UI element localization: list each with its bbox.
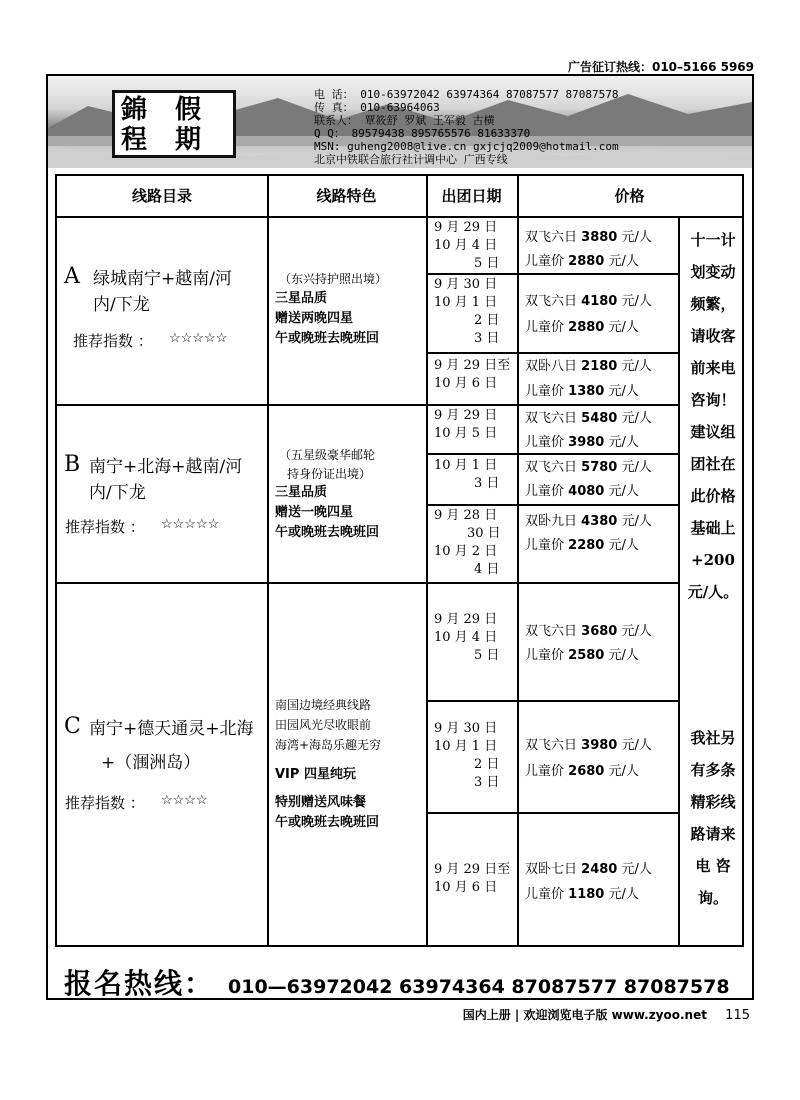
feature-a-3: 赠送两晚四星 — [275, 311, 354, 326]
price-child-b2: 儿童价 4080 元/人 — [525, 484, 639, 499]
header-route-features: 线路特色 — [316, 187, 377, 205]
header-price: 价格 — [614, 187, 645, 205]
date-b3-4: 4 日 — [474, 562, 500, 577]
note1-line-7: 建议组 — [690, 423, 736, 441]
route-name-b-line2: 内/下龙 — [89, 483, 146, 503]
price-child-b3: 儿童价 2280 元/人 — [525, 538, 639, 553]
date-b3-3: 10 月 2 日 — [434, 544, 498, 559]
price-child-c3: 儿童价 1180 元/人 — [525, 887, 639, 902]
date-b1-2: 10 月 5 日 — [434, 426, 498, 441]
logo-char-2: 假 — [175, 95, 202, 125]
feature-b-5: 午或晚班去晚班回 — [275, 525, 380, 540]
price-child-c1: 儿童价 2580 元/人 — [525, 648, 639, 663]
contact-agency: 北京中铁联合旅行社计调中心 广西专线 — [314, 153, 508, 166]
note1-line-3: 频繁， — [690, 295, 736, 313]
ad-hotline: 广告征订热线：010–5166 5969 — [567, 60, 754, 74]
price-adult-b2: 双飞六日 5780 元/人 — [525, 460, 652, 475]
date-b3-1: 9 月 28 日 — [434, 508, 498, 523]
price-adult-c1: 双飞六日 3680 元/人 — [525, 624, 652, 639]
date-a1-3: 5 日 — [474, 256, 500, 271]
note2-line-3: 精彩线 — [690, 793, 736, 811]
date-b2-1: 10 月 1 日 — [434, 458, 498, 473]
date-a2-2: 10 月 1 日 — [434, 295, 498, 310]
contact-people: 联系人： 覃筱舒 罗斌 王军毅 古横 — [314, 114, 495, 127]
note2-line-1: 我社另 — [690, 729, 736, 747]
contact-qq: Q Q： 89579438 895765576 81633370 — [314, 127, 531, 140]
feature-c-2: 田园风光尽收眼前 — [275, 718, 372, 732]
price-adult-a2: 双飞六日 4180 元/人 — [525, 294, 652, 309]
date-a1-1: 9 月 29 日 — [434, 220, 498, 235]
note1-line-11: +200 — [691, 551, 735, 569]
date-a2-4: 3 日 — [474, 331, 500, 346]
recommend-label-b: 推荐指数 ： — [65, 518, 145, 536]
signup-label: 报名热线： — [64, 967, 215, 1000]
route-name-a-line1: 绿城南宁+越南/河 — [93, 269, 232, 289]
signup-hotline — [64, 962, 730, 1002]
rating-stars-c: ☆☆☆☆ — [161, 793, 208, 808]
page-footer — [463, 1006, 750, 1023]
feature-c-3: 海湾+海岛乐趣无穷 — [275, 738, 382, 752]
logo-char-4: 期 — [175, 125, 202, 155]
logo-char-1: 錦 — [121, 95, 148, 125]
brand-logo — [112, 90, 236, 158]
date-a3-2: 10 月 6 日 — [434, 376, 498, 391]
feature-b-2: 持身份证出境） — [287, 467, 372, 481]
contact-msn: MSN: guheng2008@live.cn gxjcjq2009@hotmail.com — [314, 140, 619, 153]
footer-text: 国内上册 | 欢迎浏览电子版 www.zyoo.net — [462, 1008, 707, 1022]
feature-c-4: VIP 四星纯玩 — [275, 767, 356, 782]
note2-line-5: 电 咨 — [695, 857, 731, 875]
date-b1-1: 9 月 29 日 — [434, 408, 498, 423]
feature-b-4: 赠送一晚四星 — [275, 505, 354, 520]
price-child-a1: 儿童价 2880 元/人 — [525, 254, 639, 269]
date-c2-3: 2 日 — [474, 757, 500, 772]
note2-line-4: 路请来 — [690, 825, 736, 843]
price-adult-b1: 双飞六日 5480 元/人 — [525, 411, 652, 426]
recommend-label-a: 推荐指数 ： — [73, 332, 153, 350]
feature-b-1: （五星级豪华邮轮 — [279, 448, 376, 462]
date-c1-2: 10 月 4 日 — [434, 630, 498, 645]
date-b3-2: 30 日 — [467, 526, 501, 541]
date-c1-1: 9 月 29 日 — [434, 612, 498, 627]
date-c2-1: 9 月 30 日 — [434, 721, 498, 736]
note1-line-6: 咨询！ — [690, 391, 736, 409]
note1-line-5: 前来电 — [690, 359, 736, 377]
note1-line-2: 划变动 — [690, 263, 736, 281]
note1-line-4: 请收客 — [690, 327, 736, 345]
feature-a-2: 三星品质 — [275, 291, 328, 306]
price-adult-c3: 双卧七日 2480 元/人 — [525, 862, 652, 877]
header-route-list: 线路目录 — [131, 187, 192, 205]
price-adult-c2: 双飞六日 3980 元/人 — [525, 738, 652, 753]
note1-line-8: 团社在 — [690, 455, 736, 473]
signup-phones: 010—63972042 63974364 87087577 87087578 — [228, 976, 730, 998]
price-adult-a3: 双卧八日 2180 元/人 — [525, 359, 652, 374]
date-a3-1: 9 月 29 日至 — [434, 358, 511, 373]
price-adult-b3: 双卧九日 4380 元/人 — [525, 514, 652, 529]
price-adult-a1: 双飞六日 3880 元/人 — [525, 230, 652, 245]
route-name-b-line1: 南宁+北海+越南/河 — [89, 457, 243, 477]
note1-line-10: 基础上 — [690, 519, 736, 537]
feature-c-5: 特别赠送风味餐 — [275, 795, 367, 810]
note2-line-6: 询。 — [697, 889, 728, 907]
header-departure-dates: 出团日期 — [441, 187, 502, 205]
note1-line-12: 元/人。 — [687, 583, 739, 601]
logo-char-3: 程 — [121, 125, 148, 155]
route-table — [55, 174, 744, 947]
feature-a-4: 午或晚班去晚班回 — [275, 331, 380, 346]
date-a1-2: 10 月 4 日 — [434, 238, 498, 253]
contact-phone: 电 话： 010-63972042 63974364 87087577 87087578 — [314, 88, 619, 101]
price-child-a3: 儿童价 1380 元/人 — [525, 384, 639, 399]
date-c1-3: 5 日 — [474, 648, 500, 663]
date-b2-2: 3 日 — [474, 476, 500, 491]
feature-c-1: 南国边境经典线路 — [275, 698, 372, 712]
route-letter-a: A — [64, 264, 80, 289]
note2-line-2: 有多条 — [690, 761, 736, 779]
header-banner — [48, 76, 752, 168]
route-letter-b: B — [64, 452, 81, 477]
date-a2-1: 9 月 30 日 — [434, 277, 498, 292]
date-c2-4: 3 日 — [474, 775, 500, 790]
contact-fax: 传 真： 010-63964063 — [314, 101, 440, 114]
price-child-b1: 儿童价 3980 元/人 — [525, 435, 639, 450]
price-child-a2: 儿童价 2880 元/人 — [525, 320, 639, 335]
price-child-c2: 儿童价 2680 元/人 — [525, 764, 639, 779]
feature-c-6: 午或晚班去晚班回 — [275, 815, 380, 830]
route-name-c-line1: 南宁+德天通灵+北海 — [89, 719, 254, 739]
feature-b-3: 三星品质 — [275, 485, 328, 500]
date-a2-3: 2 日 — [474, 313, 500, 328]
route-name-c-line2: +（涠洲岛） — [101, 753, 201, 773]
date-c2-2: 10 月 1 日 — [434, 739, 498, 754]
feature-a-1: （东兴持护照出境） — [279, 272, 388, 286]
rating-stars-b: ☆☆☆☆☆ — [161, 517, 220, 532]
route-name-a-line2: 内/下龙 — [93, 295, 150, 315]
date-c3-2: 10 月 6 日 — [434, 880, 498, 895]
recommend-label-c: 推荐指数 ： — [65, 794, 145, 812]
note1-line-9: 此价格 — [690, 487, 736, 505]
note1-line-1: 十一计 — [690, 231, 736, 249]
rating-stars-a: ☆☆☆☆☆ — [169, 331, 228, 346]
page-number: 115 — [725, 1008, 750, 1023]
date-c3-1: 9 月 29 日至 — [434, 862, 511, 877]
route-letter-c: C — [64, 714, 81, 739]
